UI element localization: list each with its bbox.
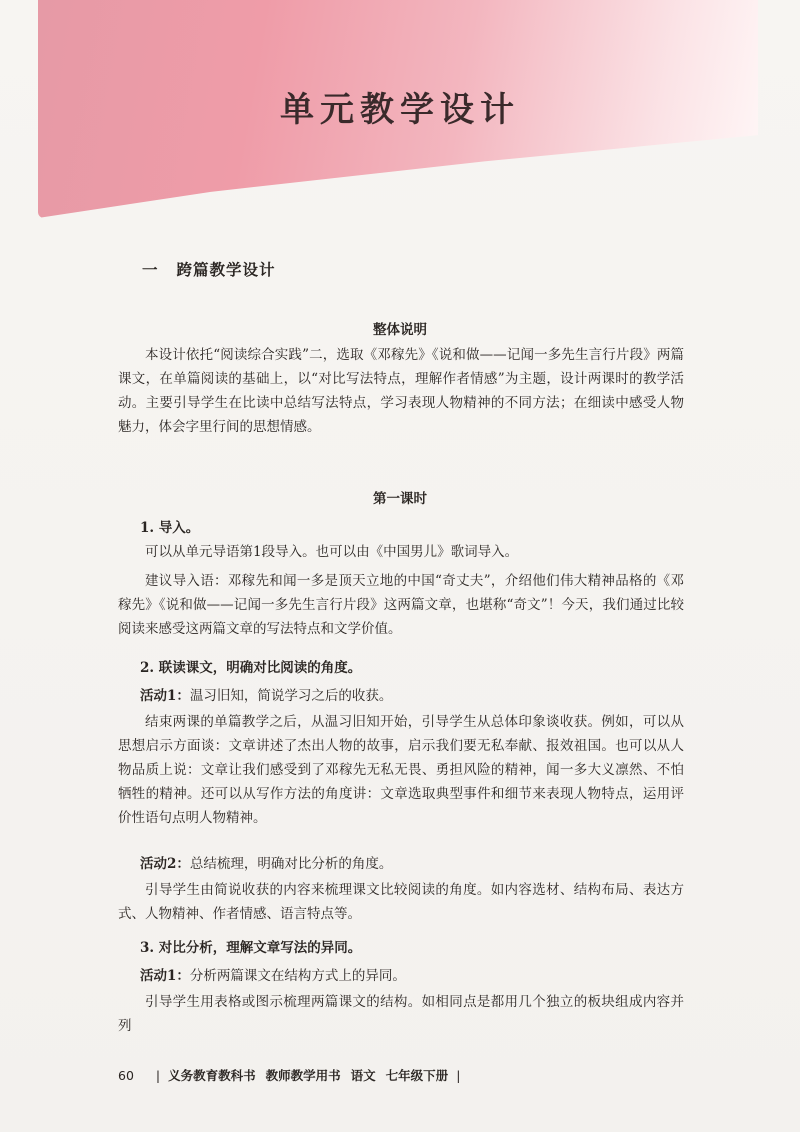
- step3-title: 3. 对比分析，理解文章写法的异同。: [140, 940, 362, 956]
- step2-activity2-paragraph: 引导学生由简说收获的内容来梳理课文比较阅读的角度。如内容选材、结构布局、表达方式、人物精神、作者情感、语言特点等。: [118, 882, 684, 922]
- overview-heading: 整体说明: [373, 322, 427, 338]
- activity-text: 总结梳理，明确对比分析的角度。: [189, 856, 393, 872]
- lesson1-heading: 第一课时: [373, 491, 427, 507]
- step2-activity2: [140, 852, 392, 872]
- section-heading: [142, 258, 276, 280]
- activity-label: 活动2：: [140, 856, 190, 872]
- page-footer: 60 | 义务教育教科书 教师教学用书 语文 七年级下册 |: [118, 1068, 461, 1083]
- footer-grade: 七年级下册: [385, 1068, 449, 1083]
- footer-series: 义务教育教科书: [168, 1068, 256, 1083]
- step1-paragraph-2: 建议导入语：邓稼先和闻一多是顶天立地的中国“奇丈夫”，介绍他们伟大精神品格的《邓稼先》《说和做——记闻一多先生言行片段》这两篇文章，也堪称“奇文”！今天，我们通过比较阅读来感受这两篇文章的写法特点和文学价值。: [118, 573, 684, 637]
- step2-activity1: [140, 684, 392, 704]
- activity-label: 活动1：: [140, 968, 190, 984]
- step3-activity1: [140, 964, 406, 984]
- page-number: 60: [118, 1068, 134, 1083]
- footer-book: 教师教学用书: [265, 1068, 341, 1083]
- page-title: 单元教学设计: [280, 90, 520, 130]
- step2-activity1-paragraph: 结束两课的单篇教学之后，从温习旧知开始，引导学生从总体印象谈收获。例如，可以从思想启示方面谈：文章讲述了杰出人物的故事，启示我们要无私奉献、报效祖国。也可以从人物品质上说：文章让我们感受到了邓稼先无私无畏、勇担风险的精神，闻一多大义凛然、不怕牺牲的精神。还可以从写作方法的角度讲：文章选取典型事件和细节来表现人物特点，运用评价性语句点明人物精神。: [118, 714, 684, 826]
- step1-title: 1. 导入。: [140, 520, 200, 536]
- section-title: 跨篇教学设计: [176, 260, 276, 279]
- step2-title: 2. 联读课文，明确对比阅读的角度。: [140, 660, 362, 676]
- activity-text: 分析两篇课文在结构方式上的异同。: [189, 968, 406, 984]
- activity-text: 温习旧知，简说学习之后的收获。: [189, 688, 393, 704]
- footer-subject: 语文: [350, 1068, 376, 1083]
- step1-paragraph-1: 可以从单元导语第1段导入。也可以由《中国男儿》歌词导入。: [145, 544, 519, 560]
- activity-label: 活动1：: [140, 688, 190, 704]
- section-number: 一: [142, 260, 159, 279]
- step3-activity1-paragraph: 引导学生用表格或图示梳理两篇课文的结构。如相同点是都用几个独立的板块组成内容并列: [118, 994, 684, 1034]
- overview-paragraph: 本设计依托“阅读综合实践”二，选取《邓稼先》《说和做——记闻一多先生言行片段》两篇课文，在单篇阅读的基础上，以“对比写法特点，理解作者情感”为主题，设计两课时的教学活动。主要引导学生在比读中总结写法特点，学习表现人物精神的不同方法；在细读中感受人物魅力，体会字里行间的思想情感。: [118, 347, 684, 435]
